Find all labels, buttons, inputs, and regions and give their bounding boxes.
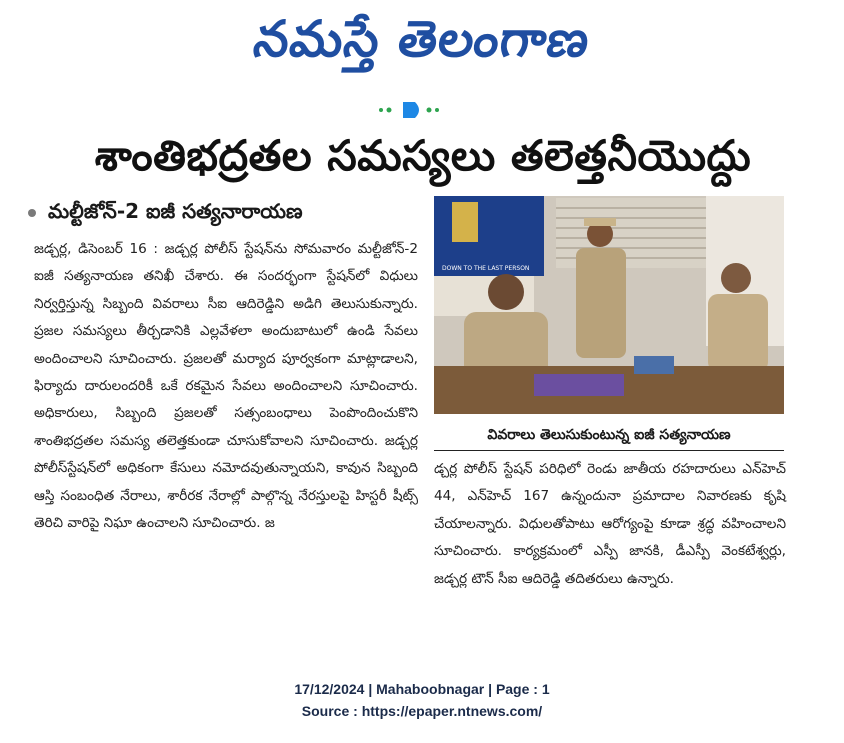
subheadline-text: మల్టీజోన్-2 ఐజీ సత్యనారాయణ [48, 198, 303, 223]
newspaper-logo: నమస్తే తెలంగాణ [250, 10, 594, 68]
article-headline: శాంతిభద్రతల సమస్యలు తలెత్తనీయొద్దు [94, 131, 752, 180]
photo-caption: వివరాలు తెలుసుకుంటున్న ఐజీ సత్యనాయణ [434, 420, 784, 451]
masthead [0, 0, 844, 80]
page-footer [0, 678, 844, 728]
section-divider-ornament [375, 100, 445, 120]
article-body-left-column [34, 236, 418, 636]
article-photo [434, 196, 784, 414]
photo-sign-text: DOWN TO THE LAST PERSON [442, 265, 530, 272]
article-subheadline [28, 198, 303, 228]
bullet-icon [28, 209, 36, 217]
article-body-right-column [434, 456, 786, 636]
footer-date-edition: 17/12/2024 | Mahaboobnagar | Page : 1 [294, 681, 550, 697]
body-paragraph-left: జడ్చర్ల, డిసెంబర్ 16 : జడ్చర్ల పోలీస్ స్టేషన్‌ను సోమవారం మల్టీజోన్-2 ఐజీ సత్యనాయణ తనిఖీ చేశారు. ఈ సందర్భంగా స్టేషన్‌లో విధులు నిర్వర్తిస్తున్న సిబ్బంది వివరాలు సీఐ ఆదిరెడ్డిని అడిగి తెలుసుకున్నారు. ప్రజల సమస్యలు తీర్చడానికి ఎల్లవేళలా అందుబాటులో ఉండి సేవలు అందించాలని సూచించారు. ప్రజలతో మర్యాద పూర్వకంగా మాట్లాడాలని, ఫిర్యాదు దారులందరికీ ఒకే రకమైన సేవలు అందించాలని సూచించారు. అధికారులు, సిబ్బంది ప్రజలతో సత్సంబంధాలు పెంపొందించుకొని శాంతిభద్రతల సమస్య తలెత్తకుండా చూసుకోవాలని సూచించారు. జడ్చర్ల పోలీస్‌స్టేషన్‌లో అధికంగా కేసులు నమోదవుతున్నాయని, కావున సిబ్బంది ఆస్తి సంబంధిత నేరాలు, శారీరక నేరాల్లో పాల్గొన్న నేరస్తులపై హిస్టరీ షీట్స్ తెరిచి వారిపై నిఘా ఉంచాలని సూచించారు. జ [34, 241, 418, 532]
photo-illustration [434, 196, 784, 414]
body-paragraph-right: డ్చర్ల పోలీస్ స్టేషన్ పరిధిలో రెండు జాతీయ రహదారులు ఎన్‌హెచ్ 44, ఎన్‌హెచ్ 167 ఉన్నందునా ప్రమాదాల నివారణకు కృషి చేయాలన్నారు. విధులతోపాటు ఆరోగ్యంపై కూడా శ్రద్ధ వహించాలని సూచించారు. కార్యక్రమంలో ఎస్పీ జానకి, డీఎస్పీ వెంకటేశ్వర్లు, జడ్చర్ల టౌన్ సీఐ ఆదిరెడ్డి తదితరులు ఉన్నారు. [434, 461, 786, 587]
footer-source: Source : https://epaper.ntnews.com/ [301, 703, 543, 719]
